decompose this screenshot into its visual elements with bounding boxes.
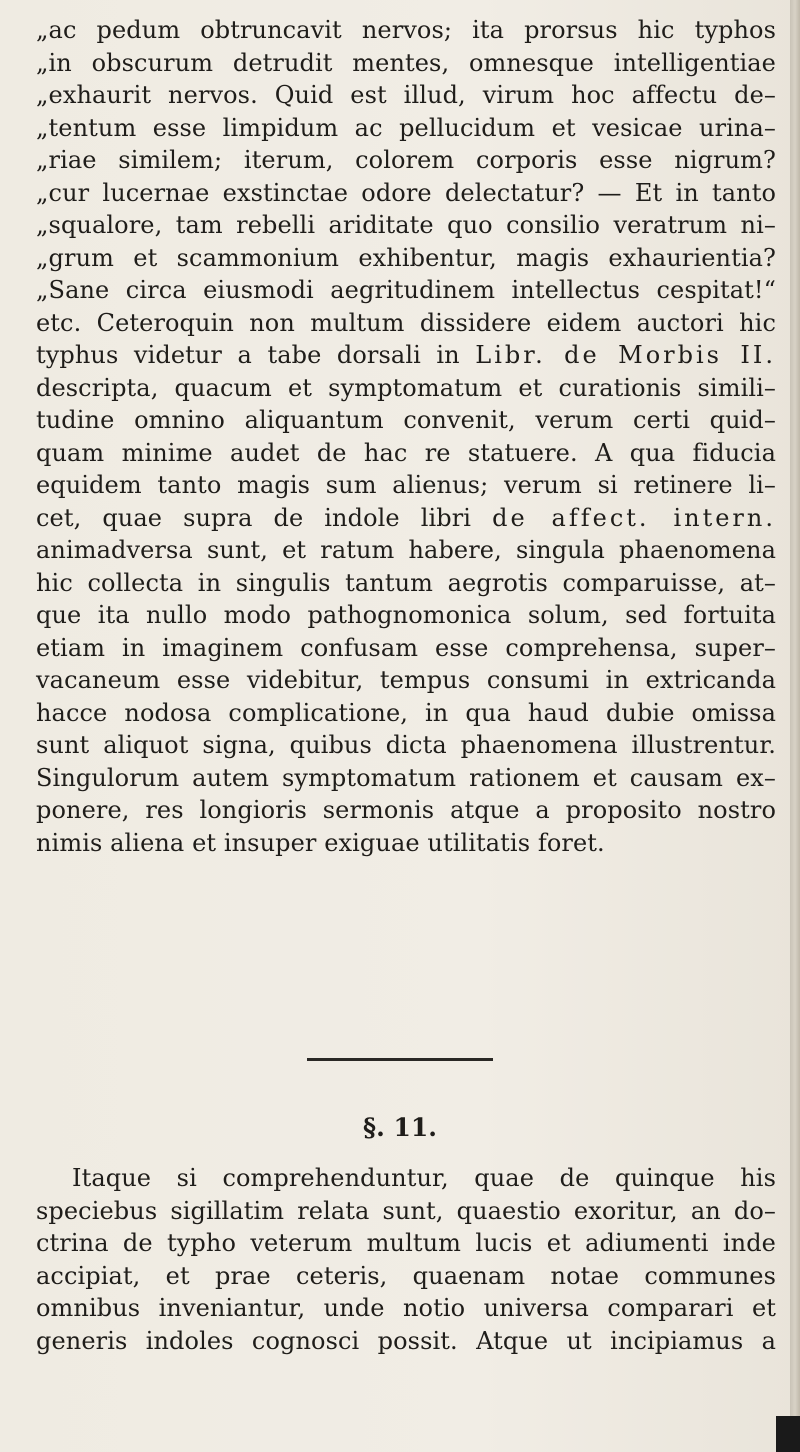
text-line: generis indoles cognosci possit. Atque ut incipiamus a [36,1326,776,1355]
text-line: descripta, quacum et symptomatum et curationis simili– [36,373,776,402]
text-segment: cet, quae supra de indole libri [36,503,493,532]
text-line: ponere, res longioris sermonis atque a proposito nostro [36,796,776,824]
book-title-reference: de affect. intern. [492,503,776,532]
text-line: „tentum esse limpidum ac pellucidum et vesicae urina– [36,113,776,142]
text-line: „exhaurit nervos. Quid est illud, virum hoc affectu de– [36,81,776,109]
scan-mark [776,1416,800,1452]
text-line: animadversa sunt, et ratum habere, singula phaenomena [36,536,776,564]
text-line: equidem tanto magis sum alienus; verum si retinere li– [36,471,776,499]
text-line: ctrina de typho veterum multum lucis et adiumenti inde [36,1229,776,1257]
text-line: „riae similem; iterum, colorem corporis esse nigrum? [36,146,776,174]
text-line: speciebus sigillatim relata sunt, quaestio exoritur, an do– [36,1196,776,1225]
text-line: „Sane circa eiusmodi aegritudinem intellectus cespitat!“ [36,276,776,304]
text-line: „cur lucernae exstinctae odore delectatur? — Et in tanto [36,178,776,207]
text-line: „in obscurum detrudit mentes, omnesque intelligentiae [36,48,776,77]
text-segment: typhus videtur a tabe dorsali in [36,341,476,369]
section-text-block [36,1162,776,1357]
text-line: Itaque si comprehenduntur, quae de quinque his [72,1164,776,1192]
text-line: que ita nullo modo pathognomonica solum, sed fortuita [36,601,776,629]
text-line: „ac pedum obtruncavit nervos; ita prorsus hic typhos [36,16,776,44]
text-line-affect [36,502,776,535]
section-divider [307,1058,493,1061]
section-heading: §. 11. [363,1113,437,1142]
page-edge [790,0,800,1452]
text-line: accipiat, et prae ceteris, quaenam notae communes [36,1261,776,1290]
text-line: vacaneum esse videbitur, tempus consumi in extricanda [36,666,776,694]
text-line: „squalore, tam rebelli ariditate quo consilio veratrum ni– [36,211,776,239]
text-line: nimis aliena et insuper exiguae utilitatis foret. [36,828,605,857]
text-line-typhus [36,339,776,372]
text-line: etc. Ceteroquin non multum dissidere eidem auctori hic [36,308,776,337]
text-line: hacce nodosa complicatione, in qua haud dubie omissa [36,698,776,727]
text-line: omnibus inveniantur, unde notio universa comparari et [36,1294,776,1322]
text-line: „grum et scammonium exhibentur, magis exhaurientia? [36,243,776,272]
text-line: quam minime audet de hac re statuere. A qua fiducia [36,438,776,467]
text-line: tudine omnino aliquantum convenit, verum certi quid– [36,406,776,434]
main-text-block [36,14,776,859]
text-line: Singulorum autem symptomatum rationem et causam ex– [36,763,776,792]
text-line: hic collecta in singulis tantum aegrotis comparuisse, at– [36,568,776,597]
text-line: etiam in imaginem confusam esse comprehensa, super– [36,633,776,662]
text-line: sunt aliquot signa, quibus dicta phaenomena illustrentur. [36,731,776,759]
book-title-reference: Libr. de Morbis II. [475,341,776,369]
